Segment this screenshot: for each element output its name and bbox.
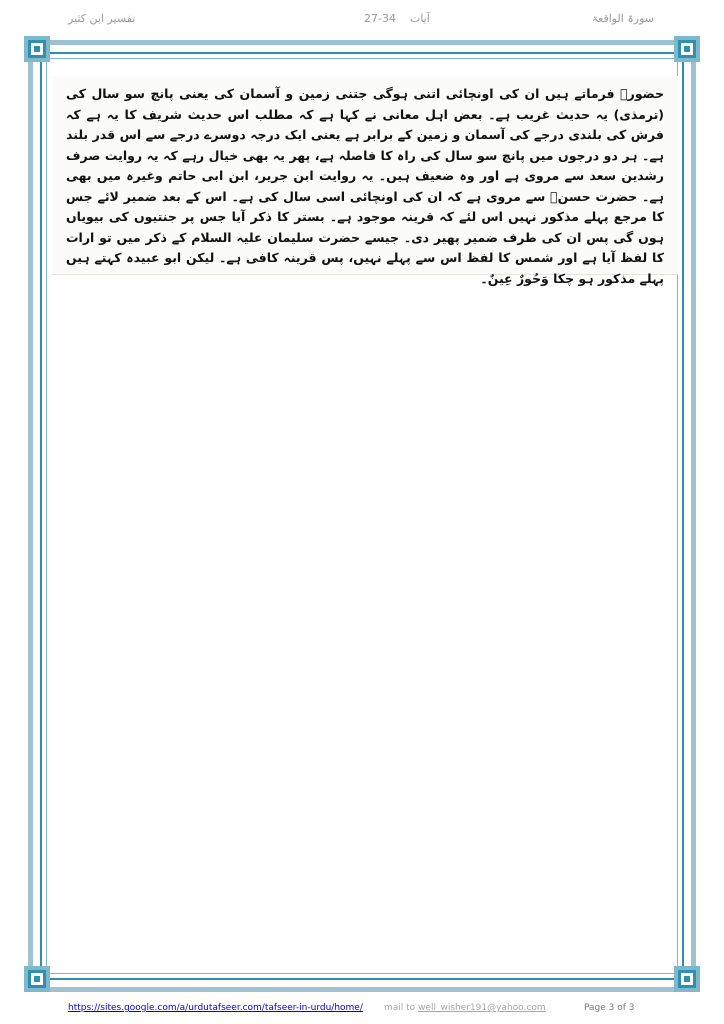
mail-address-link[interactable]: well_wisher191@yahoo.com bbox=[418, 1003, 546, 1013]
ayat-label: آیات bbox=[409, 12, 430, 25]
tafseer-paragraph: حضورؐ فرماتے ہیں ان کی اونچائی اتنی ہوگی جتنی زمین و آسمان کی یعنی پانچ سو سال کی (ترمذی) یہ حدیث غریب ہے۔ بعض اہل معانی نے کہا ہے کہ مطلب اس حدیث شریف کا یہ ہے کہ فرش کی بلندی درجے کی آسمان و زمین کے برابر ہے یعنی ایک درجہ دوسرے درجے سے اس قدر بلند ہے۔ ہر دو درجوں میں پانچ سو سال کی راہ کا فاصلہ ہے، پھر یہ بھی خیال رہے کہ یہ روایت صرف رشدین سعد سے مروی ہے اور وہ ضعیف ہیں۔ یہ روایت ابن جریر، ابن ابی حاتم وغیرہ میں بھی ہے۔ حضرت حسنؓ سے مروی ہے کہ ان کی اونچائی اسی سال کی ہے۔ اس کے بعد ضمیر لائے جس کا مرجع پہلے مذکور نہیں اس لئے کہ قرینہ موجود ہے۔ بستر کا ذکر آیا جس پر جنتیوں کی بیویاں ہوں گی پس ان کی طرف ضمیر پھیر دی۔ جیسے حضرت سلیمان علیہ السلام کے ذکر میں تو ارات کا لفظ آیا ہے اور شمس کا لفظ اس سے پہلے نہیں، پس قرینہ کافی ہے۔ لیکن ابو عبیدہ کہتے ہیں پہلے مذکور ہو چکا وَحُورٌ عِينٌ۔ bbox=[66, 86, 664, 286]
surah-name: سورۃ الواقعۃ bbox=[591, 12, 654, 25]
page-number: Page 3 of 3 bbox=[584, 1003, 635, 1013]
border-corner-ornament bbox=[674, 966, 700, 992]
border-corner-ornament bbox=[24, 966, 50, 992]
website-link[interactable]: https://sites.google.com/a/urdutafseer.com/tafseer-in-urdu/home/ bbox=[68, 1003, 363, 1013]
border-corner-ornament bbox=[674, 36, 700, 62]
mail-info bbox=[384, 1003, 546, 1013]
ayat-range: 27-34 bbox=[364, 12, 396, 25]
mail-prefix: mail to bbox=[384, 1003, 416, 1013]
scanned-text-block bbox=[52, 76, 678, 286]
book-title: تفسیر ابن کثیر bbox=[68, 12, 136, 25]
ayat-info bbox=[364, 12, 430, 25]
border-corner-ornament bbox=[24, 36, 50, 62]
